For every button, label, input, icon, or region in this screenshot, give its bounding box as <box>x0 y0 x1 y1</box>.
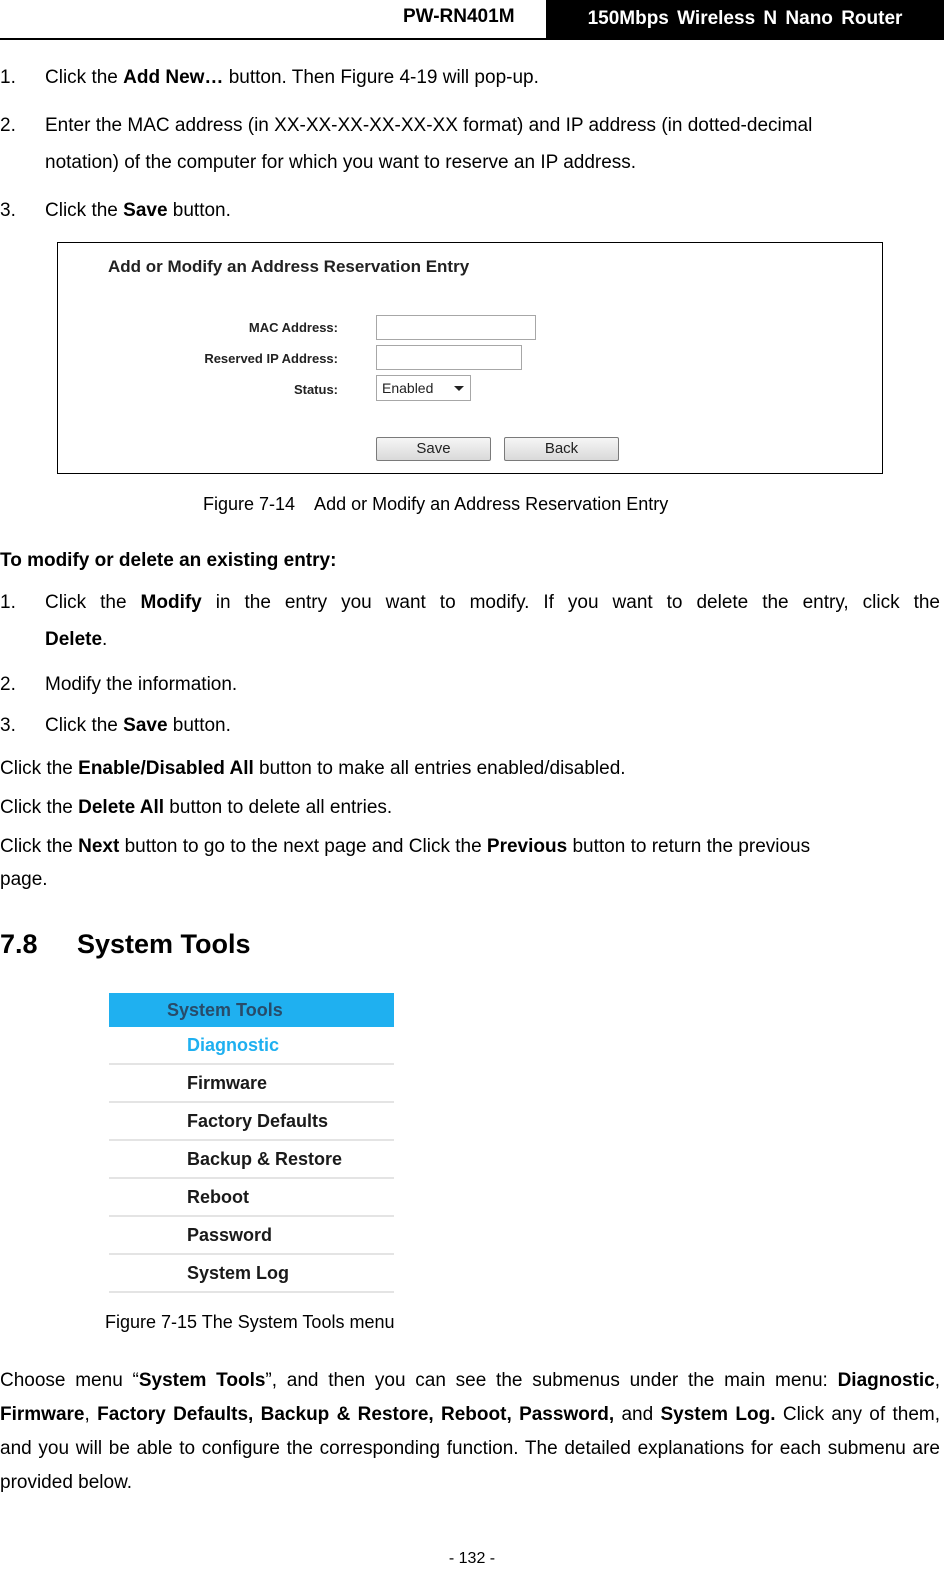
save-button[interactable]: Save <box>376 437 491 461</box>
header-product: 150Mbps Wireless N Nano Router <box>546 0 944 38</box>
next-previous-line-cont: page. <box>0 869 48 890</box>
section-number: 7.8 <box>0 929 38 959</box>
step-2-cont: notation) of the computer for which you want to reserve an IP address. <box>45 152 637 173</box>
page-number: - 132 - <box>448 1550 496 1567</box>
reserved-ip-label: Reserved IP Address: <box>204 351 338 366</box>
next-previous-line: Click the Next button to go to the next page and Click the Previous button to return the previous <box>0 836 811 857</box>
address-reservation-figure <box>57 242 883 474</box>
figure-7-14-caption: Figure 7-14 Add or Modify an Address Reservation Entry <box>203 494 669 514</box>
modify-heading: To modify or delete an existing entry: <box>0 550 337 571</box>
modify-step-3: 3. Click the Save button. <box>0 715 231 736</box>
menu-item-firmware[interactable]: Firmware <box>109 1065 394 1103</box>
menu-item-backup-restore[interactable]: Backup & Restore <box>109 1141 394 1179</box>
header-model: PW-RN401M <box>403 6 515 27</box>
menu-header[interactable]: System Tools <box>109 993 394 1027</box>
reserved-ip-input[interactable] <box>376 345 522 370</box>
menu-item-system-log[interactable]: System Log <box>109 1255 394 1293</box>
menu-item-diagnostic[interactable]: Diagnostic <box>109 1027 394 1065</box>
step-1: 1. Click the Add New… button. Then Figure 4-19 will pop-up. <box>0 67 539 88</box>
figure-title: Add or Modify an Address Reservation Entry <box>108 257 470 276</box>
menu-item-reboot[interactable]: Reboot <box>109 1179 394 1217</box>
back-button[interactable]: Back <box>504 437 619 461</box>
modify-step-1: 1. Click the Modify in the entry you want to modify. If you want to delete the entry, click the <box>0 592 940 613</box>
system-tools-menu <box>109 993 394 1295</box>
delete-all-line: Click the Delete All button to delete all entries. <box>0 797 393 818</box>
menu-item-factory-defaults[interactable]: Factory Defaults <box>109 1103 394 1141</box>
step-3: 3. Click the Save button. <box>0 200 231 221</box>
modify-step-1-cont: Delete. <box>45 629 108 650</box>
step-2: 2. Enter the MAC address (in XX-XX-XX-XX-XX-XX format) and IP address (in dotted-decimal <box>0 115 813 136</box>
enable-disable-line: Click the Enable/Disabled All button to make all entries enabled/disabled. <box>0 758 626 779</box>
chevron-down-icon <box>454 386 464 391</box>
status-value: Enabled <box>382 380 434 396</box>
figure-7-15-caption: Figure 7-15 The System Tools menu <box>105 1312 395 1332</box>
status-select[interactable] <box>376 375 471 401</box>
system-tools-description: Choose menu “System Tools”, and then you can see the submenus under the main menu: Diagnostic, Firmware, Factory Defaults, Backup & Restore, Reboot, Password, and System Log. Click any of them, and you will be able to configure the corresponding function. The detailed explanations for each submenu are provided below. <box>0 1370 941 1493</box>
modify-step-2: 2. Modify the information. <box>0 674 238 695</box>
header-rule <box>0 38 944 40</box>
mac-address-input[interactable] <box>376 315 536 340</box>
section-title: System Tools <box>77 929 251 959</box>
menu-item-password[interactable]: Password <box>109 1217 394 1255</box>
mac-address-label: MAC Address: <box>248 320 338 335</box>
status-label: Status: <box>293 382 338 397</box>
